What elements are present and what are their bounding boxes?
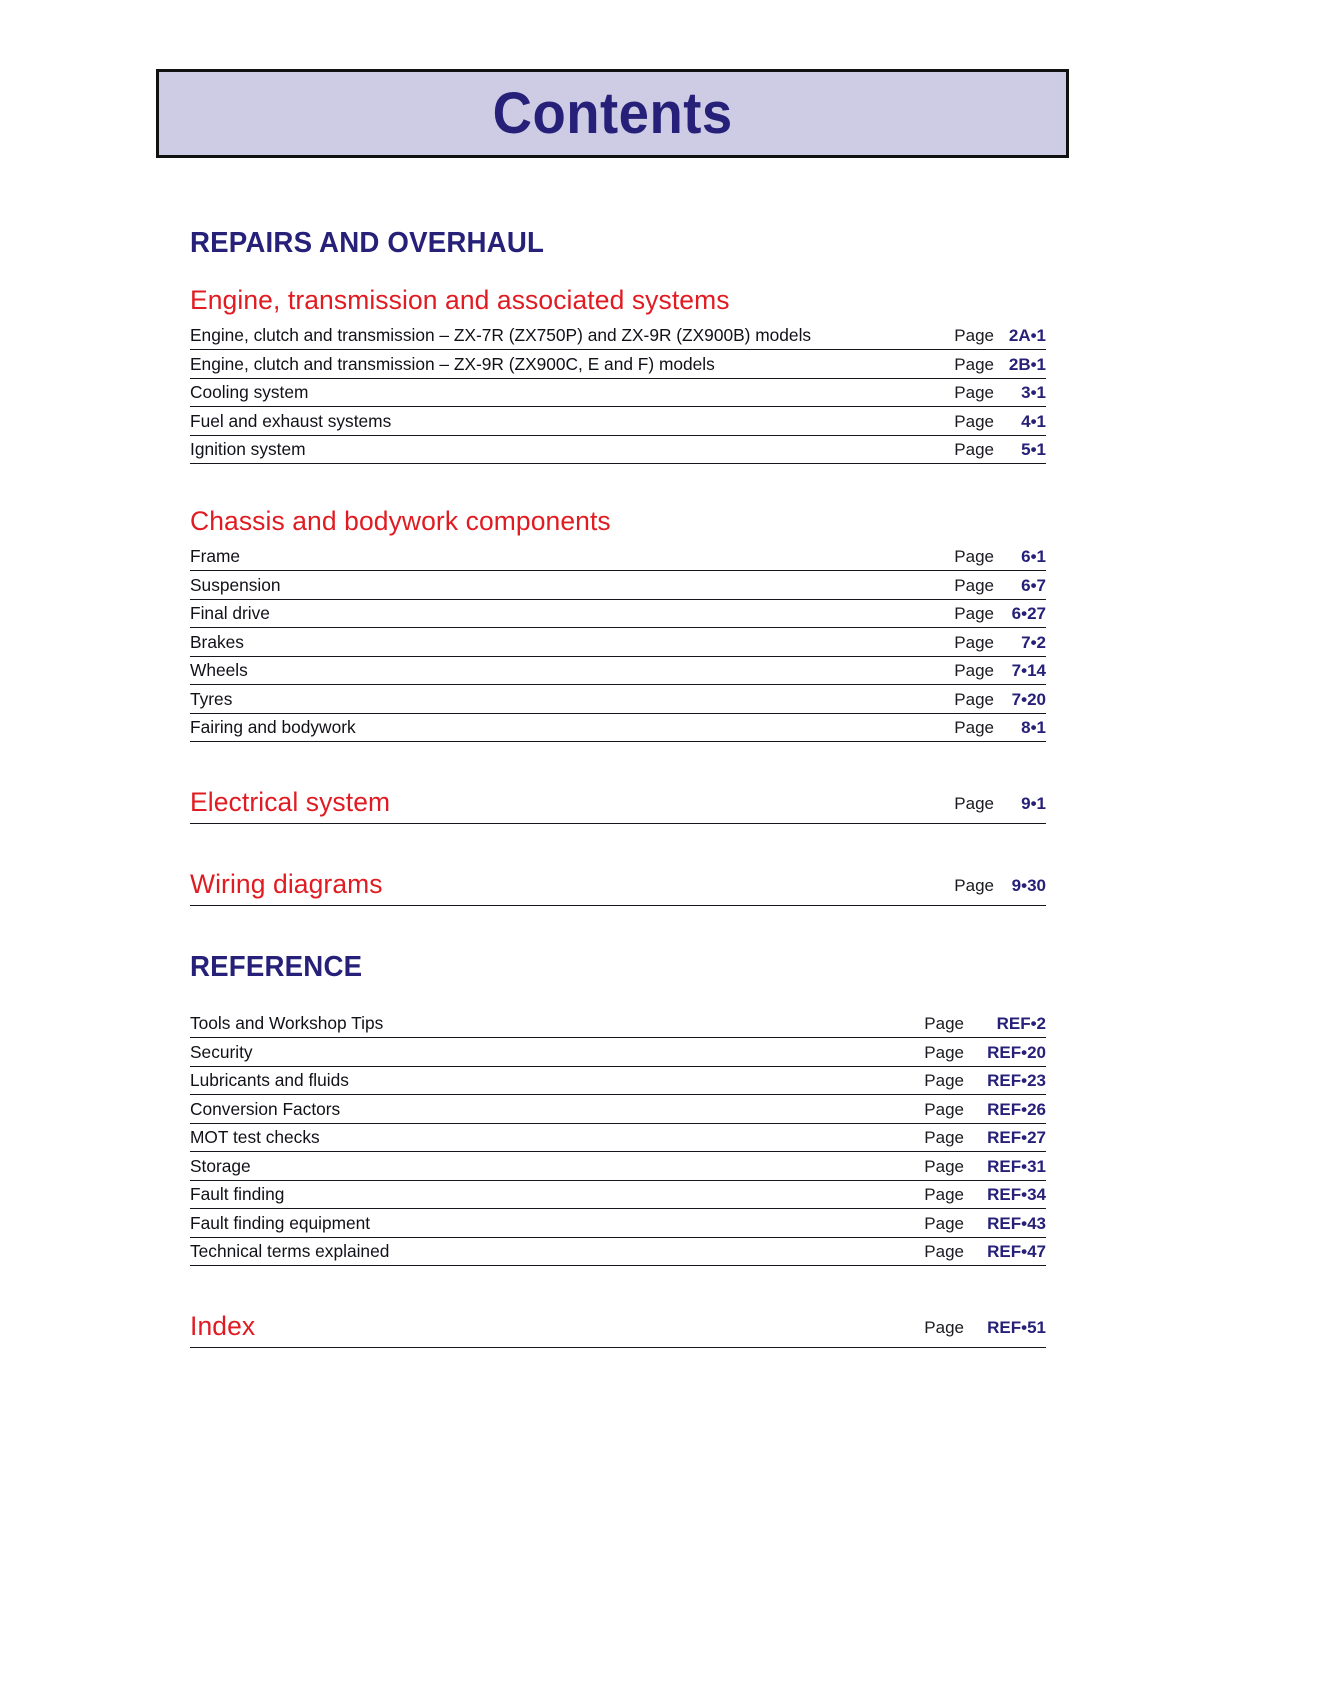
toc-entry-wiring-diagrams[interactable] <box>190 870 1046 906</box>
toc-entry-title: Cooling system <box>190 382 309 403</box>
toc-entry-title: Storage <box>190 1155 251 1176</box>
page-label: Page <box>954 383 994 403</box>
page-reference: 9•30 <box>1011 875 1046 895</box>
page-reference: 6•27 <box>1011 604 1046 624</box>
toc-entry-title: Security <box>190 1041 253 1062</box>
toc-entry-title: Lubricants and fluids <box>190 1070 349 1091</box>
page-reference: 7•14 <box>1011 661 1046 681</box>
page-label: Page <box>924 1071 964 1091</box>
toc-entry-title: Engine, clutch and transmission – ZX-7R (ZX750P) and ZX-9R (ZX900B) models <box>190 325 812 346</box>
toc-entry-title: Final drive <box>190 603 270 624</box>
page-label: Page <box>924 1317 964 1337</box>
spacer <box>190 260 1046 286</box>
toc-entry-title: Suspension <box>190 574 281 595</box>
table-row[interactable] <box>190 714 1046 743</box>
page-reference: REF•23 <box>987 1071 1046 1091</box>
table-row[interactable] <box>190 1238 1046 1267</box>
spacer <box>190 464 1046 507</box>
table-row[interactable] <box>190 1181 1046 1210</box>
page-reference: REF•31 <box>987 1156 1046 1176</box>
page-reference: 8•1 <box>1021 718 1046 738</box>
page-reference: 3•1 <box>1021 383 1046 403</box>
page-label: Page <box>954 547 994 567</box>
spacer <box>190 906 1046 952</box>
toc-entry-title: Wheels <box>190 660 248 681</box>
page-reference: REF•26 <box>987 1099 1046 1119</box>
subsection-heading-electrical-system: Electrical system <box>190 787 391 818</box>
section-heading-reference: REFERENCE <box>190 950 363 983</box>
toc-group-chassis <box>190 543 1046 743</box>
page-label: Page <box>924 1156 964 1176</box>
toc-entry-page <box>914 1242 1046 1265</box>
toc-entry-page <box>914 1318 1046 1342</box>
page-reference: REF•51 <box>987 1317 1046 1337</box>
subsection-heading-wiring-diagrams: Wiring diagrams <box>190 868 383 899</box>
toc-entry-title: Tyres <box>190 688 233 709</box>
page-reference: REF•43 <box>987 1213 1046 1233</box>
contents-banner <box>156 69 1069 158</box>
page-reference: 2A•1 <box>1008 326 1046 346</box>
page-label: Page <box>954 326 994 346</box>
page-label: Page <box>954 575 994 595</box>
toc-entry-page <box>932 718 1046 741</box>
page-label: Page <box>954 793 994 813</box>
page-label: Page <box>954 354 994 374</box>
table-row[interactable] <box>190 322 1046 351</box>
spacer <box>190 984 1046 1010</box>
table-row[interactable] <box>190 1152 1046 1181</box>
toc-entry-title: Tools and Workshop Tips <box>190 1013 384 1034</box>
toc-entry-title: Fault finding <box>190 1184 285 1205</box>
toc-entry-page <box>932 383 1046 406</box>
table-row[interactable] <box>190 1095 1046 1124</box>
page-label: Page <box>954 440 994 460</box>
toc-entry-page <box>932 876 1046 900</box>
page-title: Contents <box>492 80 733 146</box>
table-row[interactable] <box>190 407 1046 436</box>
toc-entry-title: Ignition system <box>190 439 306 460</box>
toc-entry-page <box>914 1100 1046 1123</box>
page-label: Page <box>954 718 994 738</box>
toc-entry-title: Brakes <box>190 631 244 652</box>
toc-group-engine <box>190 322 1046 465</box>
page-reference: 4•1 <box>1021 411 1046 431</box>
page-label: Page <box>924 1128 964 1148</box>
page-label: Page <box>924 1213 964 1233</box>
toc-entry-page <box>932 326 1046 349</box>
toc-entry-page <box>914 1214 1046 1237</box>
toc-entry-title: Fairing and bodywork <box>190 717 356 738</box>
spacer <box>190 742 1046 788</box>
toc-entry-page <box>932 690 1046 713</box>
subsection-heading-chassis-bodywork: Chassis and bodywork components <box>190 506 611 537</box>
toc-entry-page <box>932 355 1046 378</box>
toc-entry-page <box>914 1128 1046 1151</box>
page-label: Page <box>954 689 994 709</box>
toc-entry-page <box>914 1043 1046 1066</box>
toc-entry-title: Fuel and exhaust systems <box>190 410 392 431</box>
toc-entry-title: Frame <box>190 546 241 567</box>
page-label: Page <box>954 875 994 895</box>
page-reference: REF•20 <box>987 1042 1046 1062</box>
toc-entry-page <box>932 547 1046 570</box>
page-reference: 2B•1 <box>1008 354 1046 374</box>
page-reference: 7•2 <box>1021 632 1046 652</box>
page-reference: 5•1 <box>1021 440 1046 460</box>
toc-entry-page <box>932 412 1046 435</box>
toc-entry-index[interactable] <box>190 1312 1046 1348</box>
page-label: Page <box>954 661 994 681</box>
page-label: Page <box>924 1185 964 1205</box>
section-heading-repairs-and-overhaul: REPAIRS AND OVERHAUL <box>190 227 545 259</box>
toc-entry-title: Fault finding equipment <box>190 1212 371 1233</box>
subsection-heading-engine-transmission: Engine, transmission and associated systems <box>190 284 730 315</box>
page-reference: REF•2 <box>996 1014 1046 1034</box>
table-row[interactable] <box>190 543 1046 572</box>
page-label: Page <box>954 411 994 431</box>
page-label: Page <box>924 1242 964 1262</box>
table-row[interactable] <box>190 1124 1046 1153</box>
table-row[interactable] <box>190 657 1046 686</box>
table-row[interactable] <box>190 379 1046 408</box>
table-row[interactable] <box>190 1209 1046 1238</box>
table-row[interactable] <box>190 436 1046 465</box>
page-reference: REF•34 <box>987 1185 1046 1205</box>
page-label: Page <box>954 604 994 624</box>
toc-entry-page <box>932 576 1046 599</box>
toc-entry-title: Technical terms explained <box>190 1241 390 1262</box>
subsection-heading-index: Index <box>190 1311 256 1342</box>
spacer <box>190 824 1046 870</box>
page-reference: 6•7 <box>1021 575 1046 595</box>
table-row[interactable] <box>190 1067 1046 1096</box>
toc-entry-page <box>914 1071 1046 1094</box>
table-row[interactable] <box>190 685 1046 714</box>
page-label: Page <box>954 632 994 652</box>
toc-entry-title: Conversion Factors <box>190 1098 341 1119</box>
toc-body <box>190 228 1046 1348</box>
table-row[interactable] <box>190 1038 1046 1067</box>
table-row[interactable] <box>190 350 1046 379</box>
toc-entry-page <box>914 1157 1046 1180</box>
toc-entry-page <box>932 604 1046 627</box>
toc-entry-title: Engine, clutch and transmission – ZX-9R (ZX900C, E and F) models <box>190 353 715 374</box>
page-reference: 7•20 <box>1011 689 1046 709</box>
toc-entry-page <box>932 794 1046 818</box>
toc-entry-electrical-system[interactable] <box>190 788 1046 824</box>
page-reference: 6•1 <box>1021 547 1046 567</box>
table-row[interactable] <box>190 1010 1046 1039</box>
toc-group-reference <box>190 1010 1046 1267</box>
table-row[interactable] <box>190 571 1046 600</box>
toc-entry-page <box>914 1014 1046 1037</box>
toc-entry-page <box>914 1185 1046 1208</box>
toc-entry-title: MOT test checks <box>190 1127 320 1148</box>
page-reference: 9•1 <box>1021 793 1046 813</box>
page-label: Page <box>924 1099 964 1119</box>
toc-entry-page <box>932 440 1046 463</box>
page-label: Page <box>924 1014 964 1034</box>
table-row[interactable] <box>190 600 1046 629</box>
table-row[interactable] <box>190 628 1046 657</box>
toc-entry-page <box>932 661 1046 684</box>
page-reference: REF•27 <box>987 1128 1046 1148</box>
spacer <box>190 1266 1046 1312</box>
page-label: Page <box>924 1042 964 1062</box>
toc-entry-page <box>932 633 1046 656</box>
page-reference: REF•47 <box>987 1242 1046 1262</box>
